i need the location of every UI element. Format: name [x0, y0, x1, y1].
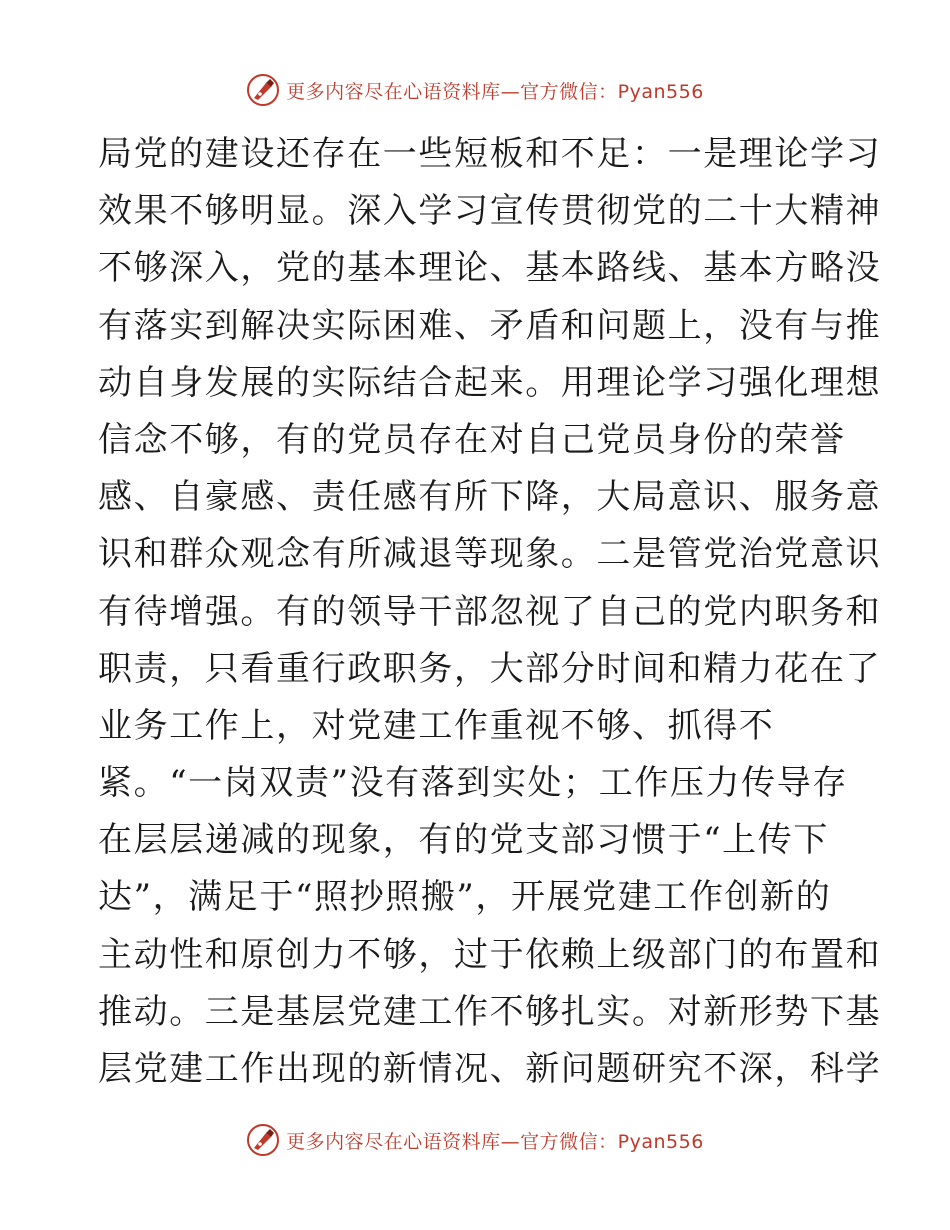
text-line: 不够深入，党的基本理论、基本路线、基本方略没 — [98, 248, 882, 289]
footer-watermark — [0, 1120, 950, 1160]
text-line: 达”，满足于“照抄照搬”，开展党建工作创新的 — [98, 877, 832, 918]
text-line: 有待增强。有的领导干部忽视了自己的党内职务和 — [98, 591, 882, 632]
watermark-text: 更多内容尽在心语资料库—官方微信：Pyan556 — [286, 80, 704, 103]
text-line: 局党的建设还存在一些短板和不足：一是理论学习 — [98, 134, 882, 174]
pen-nib-logo-icon — [246, 1123, 280, 1157]
text-line: 感、自豪感、责任感有所下降，大局意识、服务意 — [98, 477, 882, 518]
text-line: 紧。“一岗双责”没有落到实处；工作压力传导存 — [98, 763, 848, 804]
header-watermark — [0, 70, 950, 110]
text-line: 动自身发展的实际结合起来。用理论学习强化理想 — [98, 362, 882, 403]
text-line: 在层层递减的现象，有的党支部习惯于“上传下 — [98, 820, 829, 861]
text-line: 效果不够明显。深入学习宣传贯彻党的二十大精神 — [98, 191, 882, 232]
text-line: 业务工作上，对党建工作重视不够、抓得不 — [98, 705, 775, 746]
document-body — [98, 126, 882, 1098]
text-line: 识和群众观念有所减退等现象。二是管党治党意识 — [98, 534, 882, 575]
pen-nib-logo-icon — [246, 73, 280, 107]
text-line: 信念不够，有的党员存在对自己党员身份的荣誉 — [98, 419, 846, 460]
watermark-text: 更多内容尽在心语资料库—官方微信：Pyan556 — [286, 1130, 704, 1153]
text-line: 职责，只看重行政职务，大部分时间和精力花在了 — [98, 648, 882, 689]
text-line: 推动。三是基层党建工作不够扎实。对新形势下基 — [98, 991, 882, 1032]
text-line: 有落实到解决实际困难、矛盾和问题上，没有与推 — [98, 305, 882, 346]
text-line: 主动性和原创力不够，过于依赖上级部门的布置和 — [98, 934, 882, 975]
text-line: 层党建工作出现的新情况、新问题研究不深，科学 — [98, 1049, 882, 1089]
